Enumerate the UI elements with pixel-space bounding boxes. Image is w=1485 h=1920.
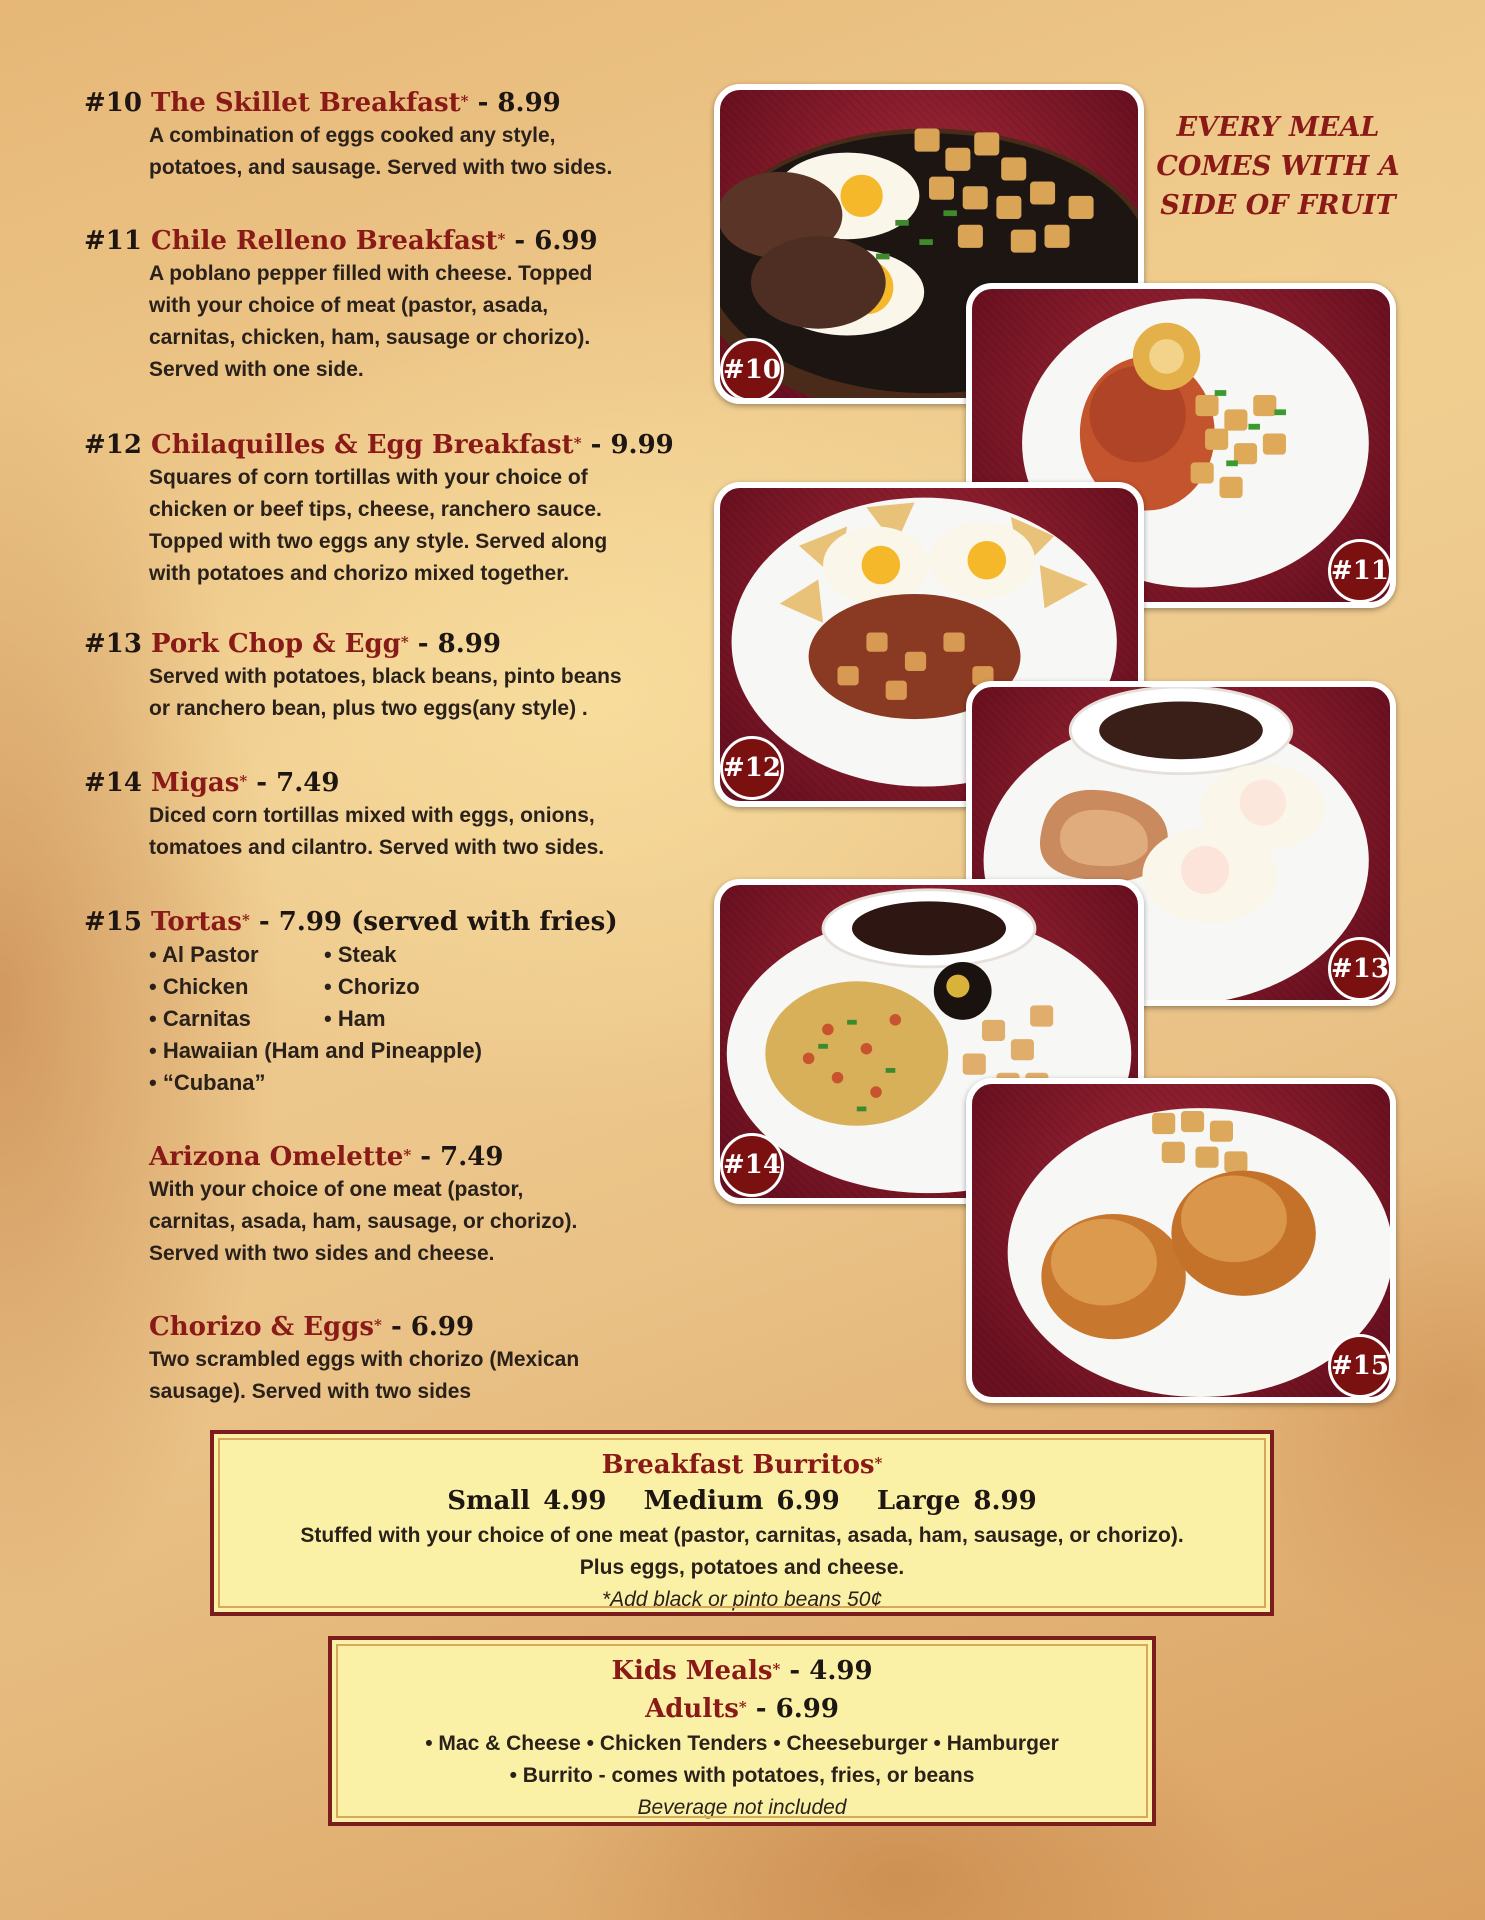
item-name: Chile Relleno Breakfast xyxy=(151,226,498,256)
photo-number-badge: #13 xyxy=(1328,937,1392,1001)
box-title: Breakfast Burritos* xyxy=(601,1450,883,1480)
fruit-promo: EVERY MEAL COMES WITH A SIDE OF FRUIT xyxy=(1156,112,1400,221)
menu-item-12 xyxy=(84,428,704,590)
burrito-sizes xyxy=(214,1482,1270,1520)
list-item: • Steak xyxy=(324,942,397,967)
item-price: - 7.49 xyxy=(420,1142,504,1172)
list-item: • Carnitas xyxy=(149,1006,251,1031)
item-title: #13 Pork Chop & Egg* - 8.99 xyxy=(84,629,501,659)
menu-item-14 xyxy=(84,766,704,864)
photo-number-badge: #10 xyxy=(720,338,784,402)
adults-title: Adults* - 6.99 xyxy=(645,1694,839,1724)
item-price: - 6.99 xyxy=(390,1312,475,1342)
menu-item-15 xyxy=(84,905,704,1099)
list-item: • Al Pastor xyxy=(149,942,259,967)
item-price: - 8.99 xyxy=(417,629,501,659)
item-description: Squares of corn tortillas with your choice of chicken or beef tips, cheese, ranchero sauce. Topped with two eggs any style. Served along with potatoes and chorizo mixed together. xyxy=(149,466,608,585)
list-item: • Chicken xyxy=(149,974,249,999)
kids-note: Beverage not included xyxy=(637,1796,847,1819)
photo-number-badge: #14 xyxy=(720,1133,784,1197)
item-price: - 6.99 xyxy=(514,226,598,256)
item-title: #14 Migas* - 7.49 xyxy=(84,768,340,798)
item-description: With your choice of one meat (pastor, carnitas, asada, ham, sausage, or chorizo). Served with two sides and cheese. xyxy=(149,1178,578,1265)
photo-number-badge: #15 xyxy=(1328,1334,1392,1398)
list-item: • “Cubana” xyxy=(149,1070,266,1095)
photo-tortas xyxy=(966,1078,1396,1403)
breakfast-burritos-box xyxy=(210,1430,1274,1616)
item-name: Chilaquilles & Egg Breakfast xyxy=(151,430,574,460)
photo-number-badge: #12 xyxy=(720,736,784,800)
burrito-description: Stuffed with your choice of one meat (pastor, carnitas, asada, ham, sausage, or chorizo). Plus eggs, potatoes and cheese. xyxy=(300,1524,1184,1579)
item-name: Chorizo & Eggs xyxy=(149,1312,375,1342)
menu-item-13 xyxy=(84,627,704,725)
item-name: Migas xyxy=(151,768,240,798)
item-name: The Skillet Breakfast xyxy=(151,88,461,118)
item-title: Arizona Omelette* - 7.49 xyxy=(149,1142,504,1172)
item-price: - 7.49 xyxy=(256,768,340,798)
burrito-note: *Add black or pinto beans 50¢ xyxy=(601,1588,883,1611)
item-price: - 9.99 xyxy=(590,430,674,460)
item-name: Pork Chop & Egg xyxy=(151,629,401,659)
menu-item-10 xyxy=(84,86,704,184)
list-item: • Hawaiian (Ham and Pineapple) xyxy=(149,1038,482,1063)
item-description: A poblano pepper filled with cheese. Topped with your choice of meat (pastor, asada, carnitas, chicken, ham, sausage or chorizo). Served with one side. xyxy=(149,262,593,381)
item-title: #11 Chile Relleno Breakfast* - 6.99 xyxy=(84,226,598,256)
menu-item-omelette xyxy=(149,1140,769,1270)
item-title: #12 Chilaquilles & Egg Breakfast* - 9.99 xyxy=(84,430,674,460)
item-title: #10 The Skillet Breakfast* - 8.99 xyxy=(84,88,561,118)
item-description: Two scrambled eggs with chorizo (Mexican sausage). Served with two sides xyxy=(149,1348,580,1403)
list-item: • Chorizo xyxy=(324,974,420,999)
list-item: • Ham xyxy=(324,1006,386,1031)
item-price: - 8.99 xyxy=(477,88,561,118)
box-title: Kids Meals* - 4.99 xyxy=(611,1656,873,1686)
item-price: - 7.99 xyxy=(258,907,343,937)
photo-number-badge: #11 xyxy=(1328,539,1392,603)
kids-options: • Mac & Cheese • Chicken Tenders • Cheeseburger • Hamburger • Burrito - comes with potatoes, fries, or beans xyxy=(425,1732,1059,1787)
item-note: (served with fries) xyxy=(351,907,618,937)
item-title: Chorizo & Eggs* - 6.99 xyxy=(149,1312,475,1342)
size-medium: Medium 6.99 xyxy=(643,1486,840,1516)
size-large: Large 8.99 xyxy=(876,1486,1037,1516)
item-name: Tortas xyxy=(151,907,242,937)
kids-meals-box xyxy=(328,1636,1156,1826)
item-description: Served with potatoes, black beans, pinto beans or ranchero bean, plus two eggs(any style) . xyxy=(149,665,622,720)
menu-item-chorizo xyxy=(149,1310,769,1408)
item-description: Diced corn tortillas mixed with eggs, onions, tomatoes and cilantro. Served with two sides. xyxy=(149,804,605,859)
tortas-options xyxy=(149,939,704,1099)
item-name: Arizona Omelette xyxy=(149,1142,404,1172)
item-description: A combination of eggs cooked any style, potatoes, and sausage. Served with two sides. xyxy=(149,124,613,179)
tortas-image xyxy=(972,1084,1390,1397)
menu-item-11 xyxy=(84,224,704,386)
size-small: Small 4.99 xyxy=(447,1486,607,1516)
item-title: #15 Tortas* - 7.99 (served with fries) xyxy=(84,907,618,937)
